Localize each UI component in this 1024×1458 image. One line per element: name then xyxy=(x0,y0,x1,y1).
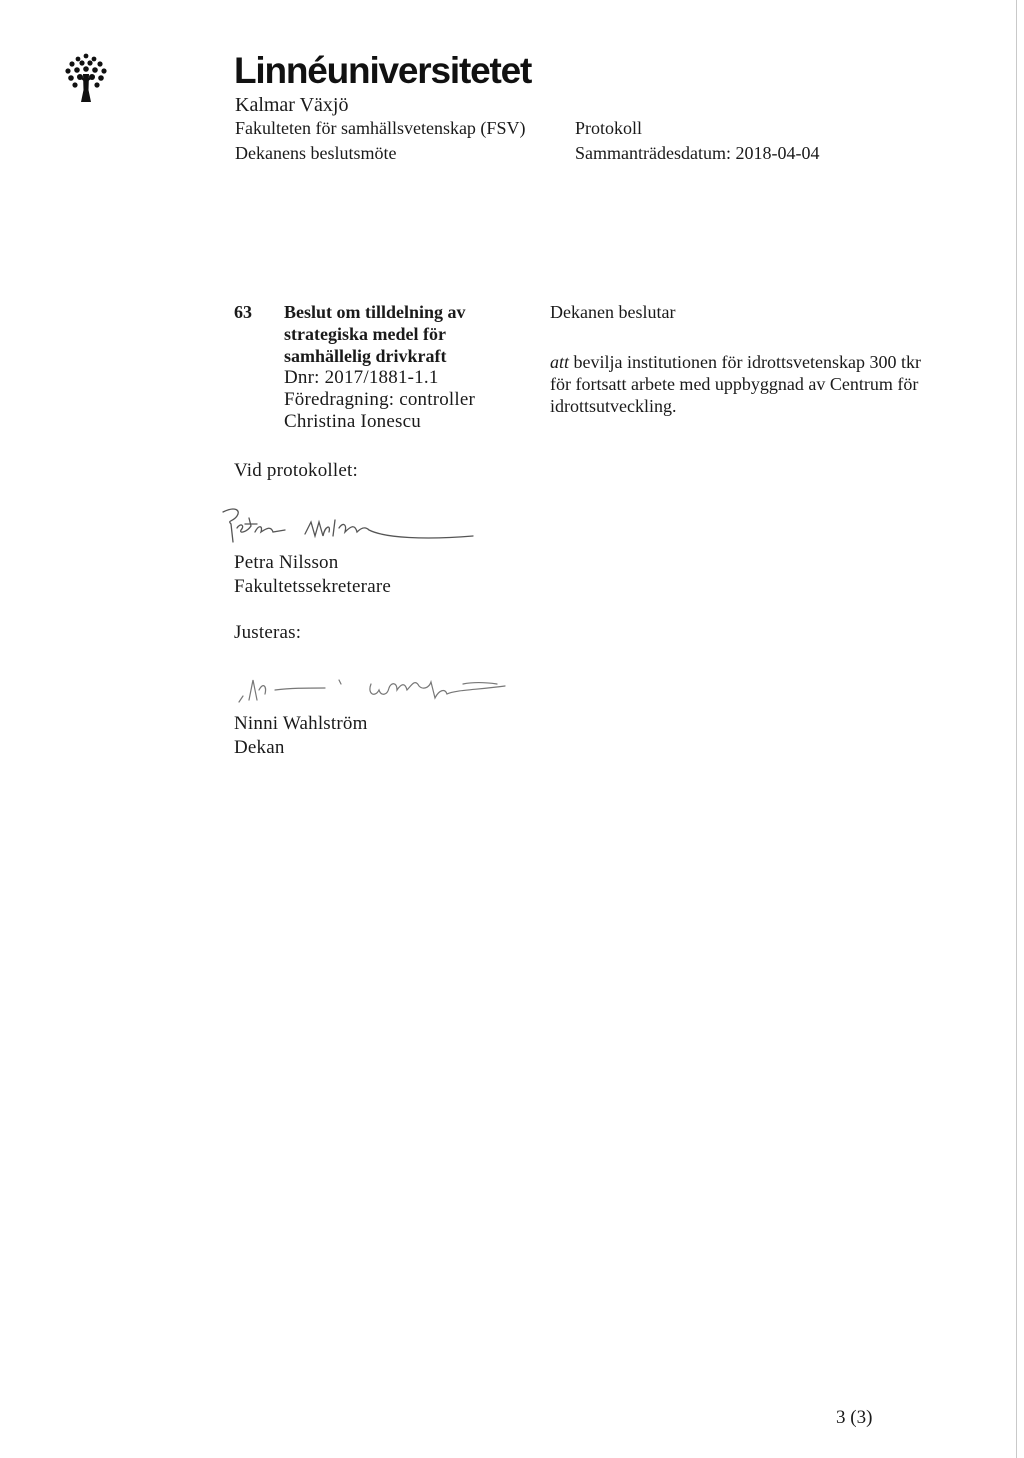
dean-role: Dekan xyxy=(234,737,285,758)
item-number: 63 xyxy=(234,302,252,322)
meeting-type: Dekanens beslutsmöte xyxy=(235,143,397,163)
page-number: 3 (3) xyxy=(836,1407,873,1428)
brand-name: Linnéuniversitetet xyxy=(234,50,532,91)
dean-signature xyxy=(235,660,510,710)
tree-logo-icon xyxy=(64,52,108,104)
secretary-role: Fakultetssekreterare xyxy=(234,576,391,597)
decision-att: att xyxy=(550,352,570,372)
document-type: Protokoll xyxy=(575,118,643,138)
item-dnr: Dnr: 2017/1881-1.1 xyxy=(284,367,439,388)
secretary-signature xyxy=(215,502,485,554)
decision-lead: Dekanen beslutar xyxy=(550,302,676,322)
item-description xyxy=(284,301,524,433)
faculty-name: Fakulteten för samhällsvetenskap (FSV) xyxy=(235,118,526,138)
approval-label: Justeras: xyxy=(234,622,302,643)
decision-text: bevilja institutionen för idrottsvetenskap 300 tkr för fortsatt arbete med uppbyggnad av Centrum för idrottsutveckling. xyxy=(550,352,921,416)
decision-block xyxy=(550,301,930,417)
item-title-line: samhällelig drivkraft xyxy=(284,346,447,366)
dean-name: Ninni Wahlström xyxy=(234,713,368,734)
minutes-label: Vid protokollet: xyxy=(234,460,358,481)
brand-campuses: Kalmar Växjö xyxy=(235,94,349,116)
item-presenter-name: Christina Ionescu xyxy=(284,411,421,432)
secretary-name: Petra Nilsson xyxy=(234,552,339,573)
meeting-date: Sammanträdesdatum: 2018-04-04 xyxy=(575,143,820,163)
item-presenter-role: Föredragning: controller xyxy=(284,389,476,410)
item-title-line: Beslut om tilldelning av xyxy=(284,302,466,322)
item-title-line: strategiska medel för xyxy=(284,324,446,344)
scan-edge-line xyxy=(1016,0,1017,1458)
